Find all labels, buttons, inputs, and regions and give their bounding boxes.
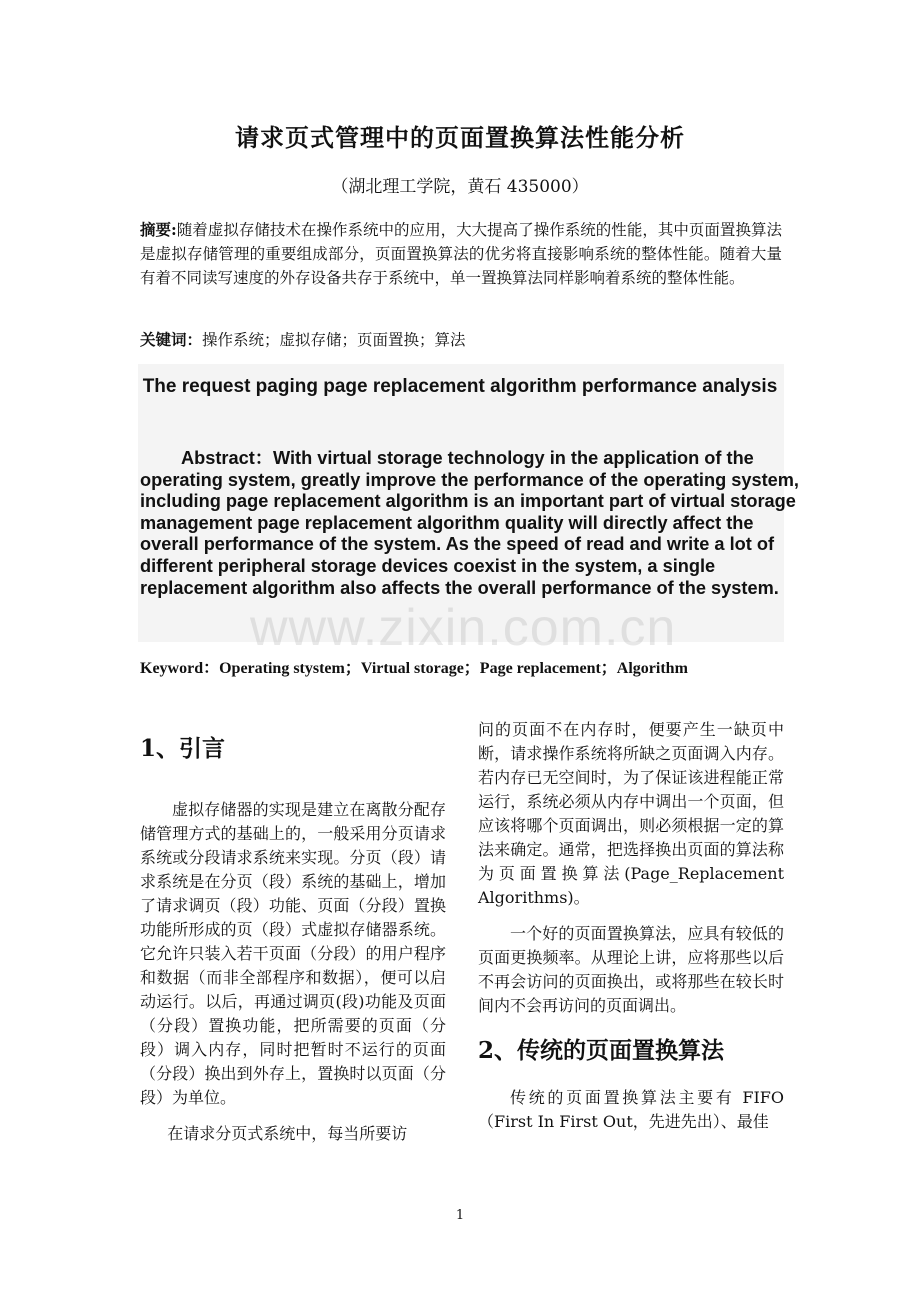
intro-paragraph-3: 一个好的页面置换算法，应具有较低的页面更换频率。从理论上讲，应将那些以后不再会访问的页面换出，或将那些在较长时间内不会再访问的页面调出。 — [478, 924, 784, 1015]
section-heading-traditional: 2、传统的页面置换算法 — [478, 1037, 725, 1064]
watermark: www.zixin.com.cn — [250, 599, 677, 657]
intro-paragraph-2: 在请求分页式系统中，每当所要访 — [167, 1124, 408, 1143]
keywords-en: Keyword：Operating stystem；Virtual storage；Page replacement；Algorithm — [140, 660, 688, 677]
left-column — [140, 720, 446, 1146]
english-abstract-text: Abstract：With virtual storage technology in the application of the operating system, greatly improve the performance of the operating system, including page replacement algorithm is an important part of virtual storage management page replacement algorithm quality will directly affect the overall performance of the system. As the speed of read and write a lot of different peripheral storage devices coexist in the system, a single replacement algorithm also affects the overall performance of the system. — [140, 448, 799, 598]
abstract-cn-label: 摘要: — [140, 220, 177, 239]
english-title: The request paging page replacement algorithm performance analysis — [142, 376, 778, 397]
keywords-cn-text: 操作系统；虚拟存储；页面置换；算法 — [202, 331, 466, 349]
keywords-cn — [140, 328, 466, 352]
intro-paragraph-2-continued: 问的页面不在内存时，便要产生一缺页中断，请求操作系统将所缺之页面调入内存。若内存已无空间时，为了保证该进程能正常运行，系统必须从内存中调出一个页面，但应该将哪个页面调出，则必须根据一定的算法来确定。通常，把选择换出页面的算法称为页面置换算法(Page_Replacement Algorithms)。 — [478, 720, 784, 907]
english-abstract — [140, 448, 804, 599]
author-affiliation: （湖北理工学院，黄石 435000） — [331, 177, 589, 197]
right-column — [478, 718, 784, 1134]
traditional-paragraph-1: 传统的页面置换算法主要有 FIFO（First In First Out，先进先出）、最佳 — [478, 1088, 784, 1131]
page-number: 1 — [455, 1208, 465, 1223]
keywords-cn-label: 关键词： — [140, 330, 203, 349]
paper-title: 请求页式管理中的页面置换算法性能分析 — [235, 123, 685, 152]
abstract-cn-text: 随着虚拟存储技术在操作系统中的应用，大大提高了操作系统的性能，其中页面置换算法是虚拟存储管理的重要组成部分，页面置换算法的优劣将直接影响系统的整体性能。随着大量有着不同读写速度的外存设备共存于系统中，单一置换算法同样影响着系统的整体性能。 — [140, 221, 782, 287]
section-heading-intro: 1、引言 — [140, 735, 226, 762]
abstract-cn — [140, 218, 782, 290]
intro-paragraph-1: 虚拟存储器的实现是建立在离散分配存储管理方式的基础上的，一般采用分页请求系统或分段请求系统来实现。分页（段）请求系统是在分页（段）系统的基础上，增加了请求调页（段）功能、页面（分段）置换功能所形成的页（段）式虚拟存储器系统。它允许只装入若干页面（分段）的用户程序和数据（而非全部程序和数据），便可以启动运行。以后，再通过调页(段)功能及页面（分段）置换功能，把所需要的页面（分段）调入内存，同时把暂时不运行的页面（分段）换出到外存上，置换时以页面（分段）为单位。 — [140, 800, 446, 1107]
